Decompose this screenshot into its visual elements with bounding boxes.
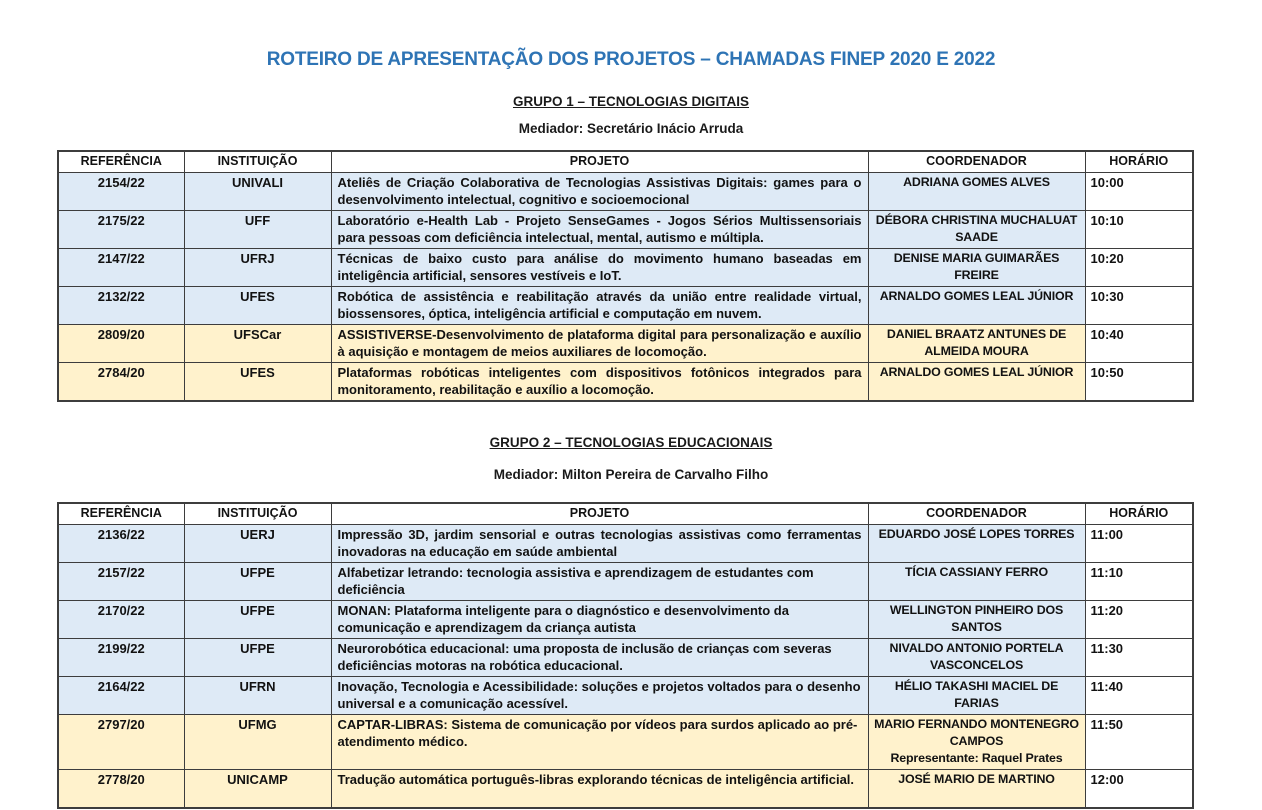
cell-referencia: 2778/20: [58, 770, 184, 808]
column-header-coordenador: COORDENADOR: [868, 503, 1085, 525]
cell-coordenador: TÍCIA CASSIANY FERRO: [868, 563, 1085, 601]
cell-referencia: 2147/22: [58, 249, 184, 287]
table-row: [58, 677, 1193, 715]
cell-referencia: 2784/20: [58, 363, 184, 402]
cell-coordenador: MARIO FERNANDO MONTENEGRO CAMPOS Representante: Raquel Prates: [868, 715, 1085, 770]
table-row: [58, 211, 1193, 249]
cell-instituicao: UNICAMP: [184, 770, 331, 808]
cell-referencia: 2175/22: [58, 211, 184, 249]
table-row: [58, 715, 1193, 770]
cell-horario: 11:20: [1085, 601, 1193, 639]
cell-projeto: Impressão 3D, jardim sensorial e outras tecnologias assistivas como ferramentas inovadoras na educação em saúde ambiental: [331, 525, 868, 563]
cell-horario: 11:10: [1085, 563, 1193, 601]
table-row: [58, 249, 1193, 287]
cell-instituicao: UFPE: [184, 601, 331, 639]
table-row: [58, 639, 1193, 677]
cell-projeto: Ateliês de Criação Colaborativa de Tecnologias Assistivas Digitais: games para o desenvolvimento intelectual, cognitivo e socioemocional: [331, 173, 868, 211]
cell-horario: 10:40: [1085, 325, 1193, 363]
table-row: [58, 363, 1193, 402]
cell-horario: 10:10: [1085, 211, 1193, 249]
group-2-mediator: Mediador: Milton Pereira de Carvalho Filho: [493, 467, 769, 482]
cell-referencia: 2132/22: [58, 287, 184, 325]
cell-instituicao: UERJ: [184, 525, 331, 563]
cell-instituicao: UNIVALI: [184, 173, 331, 211]
table-row: [58, 325, 1193, 363]
cell-coordenador: ARNALDO GOMES LEAL JÚNIOR: [868, 363, 1085, 402]
cell-horario: 12:00: [1085, 770, 1193, 808]
page-title: ROTEIRO DE APRESENTAÇÃO DOS PROJETOS – CHAMADAS FINEP 2020 E 2022: [266, 49, 996, 70]
cell-coordenador: EDUARDO JOSÉ LOPES TORRES: [868, 525, 1085, 563]
column-header-instituicao: INSTITUIÇÃO: [184, 151, 331, 173]
cell-instituicao: UFF: [184, 211, 331, 249]
table-header-row: [58, 151, 1193, 173]
column-header-referencia: REFERÊNCIA: [58, 151, 184, 173]
cell-horario: 10:00: [1085, 173, 1193, 211]
column-header-instituicao: INSTITUIÇÃO: [184, 503, 331, 525]
table-row: [58, 525, 1193, 563]
cell-instituicao: UFRJ: [184, 249, 331, 287]
cell-referencia: 2157/22: [58, 563, 184, 601]
cell-horario: 11:40: [1085, 677, 1193, 715]
table-row: [58, 563, 1193, 601]
cell-coordenador: DENISE MARIA GUIMARÃES FREIRE: [868, 249, 1085, 287]
cell-coordenador: DÉBORA CHRISTINA MUCHALUAT SAADE: [868, 211, 1085, 249]
cell-projeto: MONAN: Plataforma inteligente para o diagnóstico e desenvolvimento da comunicação e aprendizagem da criança autista: [331, 601, 868, 639]
table-row: [58, 601, 1193, 639]
cell-coordenador: WELLINGTON PINHEIRO DOS SANTOS: [868, 601, 1085, 639]
cell-instituicao: UFES: [184, 363, 331, 402]
cell-referencia: 2136/22: [58, 525, 184, 563]
cell-projeto: Técnicas de baixo custo para análise do movimento humano baseadas em inteligência artificial, sensores vestíveis e IoT.: [331, 249, 868, 287]
table-row: [58, 287, 1193, 325]
cell-coordenador: ARNALDO GOMES LEAL JÚNIOR: [868, 287, 1085, 325]
cell-referencia: 2809/20: [58, 325, 184, 363]
cell-horario: 11:30: [1085, 639, 1193, 677]
cell-instituicao: UFES: [184, 287, 331, 325]
cell-horario: 10:50: [1085, 363, 1193, 402]
cell-horario: 10:30: [1085, 287, 1193, 325]
column-header-referencia: REFERÊNCIA: [58, 503, 184, 525]
group-1-heading: GRUPO 1 – TECNOLOGIAS DIGITAIS: [512, 94, 750, 109]
column-header-horario: HORÁRIO: [1085, 151, 1193, 173]
column-header-horario: HORÁRIO: [1085, 503, 1193, 525]
cell-projeto: Laboratório e-Health Lab - Projeto SenseGames - Jogos Sérios Multissensoriais para pessoas com deficiência intelectual, mental, autismo e múltipla.: [331, 211, 868, 249]
cell-instituicao: UFSCar: [184, 325, 331, 363]
group-1-mediator: Mediador: Secretário Inácio Arruda: [518, 121, 744, 136]
group-2-tbody: [58, 525, 1193, 808]
schedule-table-group-2: [57, 502, 1194, 809]
cell-coordenador: ADRIANA GOMES ALVES: [868, 173, 1085, 211]
cell-referencia: 2797/20: [58, 715, 184, 770]
cell-projeto: Tradução automática português-libras explorando técnicas de inteligência artificial.: [331, 770, 868, 808]
cell-projeto: Robótica de assistência e reabilitação através da união entre realidade virtual, biossensores, óptica, inteligência artificial e computação em nuvem.: [331, 287, 868, 325]
column-header-projeto: PROJETO: [331, 151, 868, 173]
cell-projeto: CAPTAR-LIBRAS: Sistema de comunicação por vídeos para surdos aplicado ao pré-atendimento médico.: [331, 715, 868, 770]
cell-coordenador: DANIEL BRAATZ ANTUNES DE ALMEIDA MOURA: [868, 325, 1085, 363]
group-2-heading: GRUPO 2 – TECNOLOGIAS EDUCACIONAIS: [489, 435, 773, 450]
cell-instituicao: UFPE: [184, 639, 331, 677]
document-page: [0, 48, 1262, 810]
cell-referencia: 2164/22: [58, 677, 184, 715]
cell-instituicao: UFRN: [184, 677, 331, 715]
table-row: [58, 173, 1193, 211]
schedule-table-group-1: [57, 150, 1194, 402]
cell-coordenador: NIVALDO ANTONIO PORTELA VASCONCELOS: [868, 639, 1085, 677]
cell-representante: Representante: Raquel Prates: [890, 751, 1063, 765]
cell-referencia: 2170/22: [58, 601, 184, 639]
table-row: [58, 770, 1193, 808]
cell-coordenador: JOSÉ MARIO DE MARTINO: [868, 770, 1085, 808]
cell-projeto: Neurorobótica educacional: uma proposta de inclusão de crianças com severas deficiências motoras na robótica educacional.: [331, 639, 868, 677]
column-header-coordenador: COORDENADOR: [868, 151, 1085, 173]
cell-referencia: 2154/22: [58, 173, 184, 211]
table-header-row: [58, 503, 1193, 525]
cell-referencia: 2199/22: [58, 639, 184, 677]
cell-horario: 10:20: [1085, 249, 1193, 287]
cell-instituicao: UFPE: [184, 563, 331, 601]
cell-projeto: ASSISTIVERSE-Desenvolvimento de plataforma digital para personalização e auxílio à aquisição e montagem de meios auxiliares de locomoção.: [331, 325, 868, 363]
cell-projeto: Plataformas robóticas inteligentes com dispositivos fotônicos integrados para monitoramento, reabilitação e auxílio a locomoção.: [331, 363, 868, 402]
cell-projeto: Alfabetizar letrando: tecnologia assistiva e aprendizagem de estudantes com deficiência: [331, 563, 868, 601]
cell-instituicao: UFMG: [184, 715, 331, 770]
column-header-projeto: PROJETO: [331, 503, 868, 525]
cell-projeto: Inovação, Tecnologia e Acessibilidade: soluções e projetos voltados para o desenho universal e a comunicação acessível.: [331, 677, 868, 715]
cell-horario: 11:00: [1085, 525, 1193, 563]
cell-coordenador: HÉLIO TAKASHI MACIEL DE FARIAS: [868, 677, 1085, 715]
group-1-tbody: [58, 173, 1193, 402]
cell-horario: 11:50: [1085, 715, 1193, 770]
